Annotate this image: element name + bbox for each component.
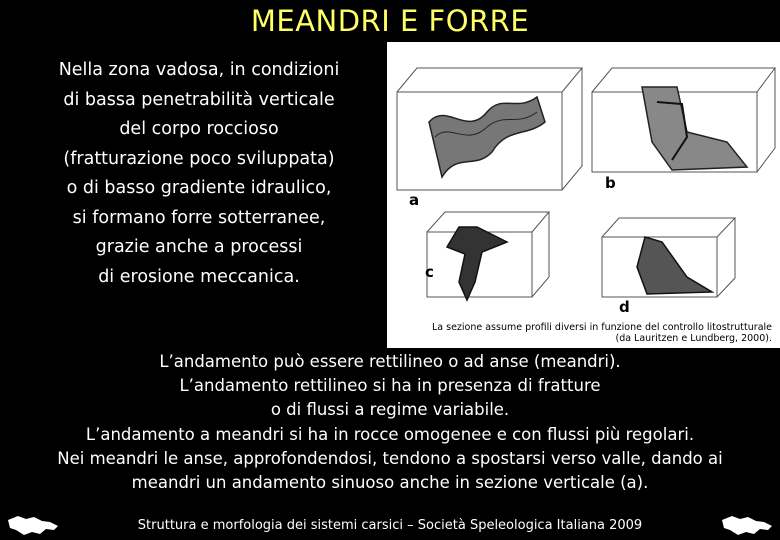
block-c-side: [532, 212, 549, 297]
intro-line: si formano forre sotterranee,: [72, 207, 326, 228]
intro-line: o di basso gradiente idraulico,: [66, 178, 332, 198]
canyon-b: [642, 87, 747, 170]
intro-line: di erosione meccanica.: [98, 266, 300, 287]
block-c-top: [427, 212, 549, 232]
body-line: L’andamento può essere rettilineo o ad anse (meandri).: [159, 352, 621, 371]
slide-footer: Struttura e morfologia dei sistemi carsici – Società Speleologica Italiana 2009: [137, 518, 643, 533]
block-d-side: [717, 218, 735, 297]
body-paragraph: [0, 350, 780, 495]
canyon-c: [447, 227, 507, 300]
panel-label-b: b: [605, 174, 616, 192]
meander-canyon-a: [429, 97, 545, 177]
body-line: L’andamento a meandri si ha in rocce omogenee e con flussi più regolari.: [85, 424, 695, 444]
block-b-top: [592, 68, 775, 92]
canyon-sections-figure: [387, 42, 780, 348]
caption-line: La sezione assume profili diversi in funzione del controllo litostrutturale: [431, 322, 772, 333]
block-b-side: [757, 68, 775, 172]
block-d-top: [602, 218, 735, 237]
block-a-side: [562, 68, 582, 190]
intro-line: grazie anche a processi: [95, 237, 303, 257]
intro-line: del corpo roccioso: [119, 119, 279, 139]
block-diagrams-illustration: [387, 42, 780, 348]
intro-line: (fratturazione poco sviluppata): [63, 148, 335, 169]
intro-paragraph: [18, 56, 380, 292]
caption-line: (da Lauritzen e Lundberg, 2000).: [615, 333, 772, 344]
panel-label-a: a: [409, 191, 420, 209]
block-a-top: [397, 68, 582, 92]
slide-title: MEANDRI E FORRE: [250, 4, 530, 38]
body-line: o di flussi a regime variabile.: [270, 400, 510, 420]
canyon-d: [637, 237, 712, 294]
panel-label-d: d: [619, 298, 630, 316]
body-line: L’andamento rettilineo si ha in presenza di fratture: [179, 376, 601, 396]
body-line: Nei meandri le anse, approfondendosi, tendono a spostarsi verso valle, dando ai: [57, 448, 723, 468]
figure-caption: [392, 322, 772, 344]
intro-line: di bassa penetrabilità verticale: [63, 89, 335, 110]
intro-line: Nella zona vadosa, in condizioni: [58, 60, 340, 80]
panel-label-c: c: [425, 263, 434, 281]
body-line: meandri un andamento sinuoso anche in sezione verticale (a).: [131, 473, 649, 493]
